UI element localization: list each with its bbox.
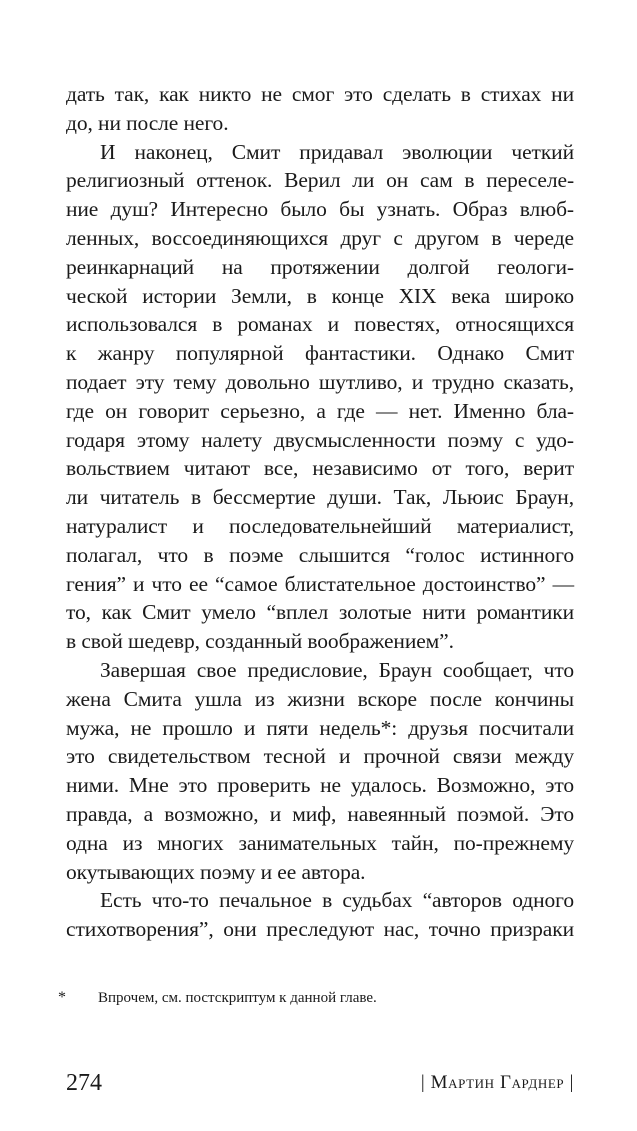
text-line: окутывающих поэму и ее автора. bbox=[66, 859, 366, 884]
text-line: И наконец, Смит придавал эволюции четкий bbox=[100, 139, 574, 164]
text-line: к жанру популярной фантастики. Однако Смит bbox=[66, 341, 574, 366]
text-line: Завершая свое предисловие, Браун сообщает, что bbox=[100, 657, 574, 682]
text-line: гения” и что ее “самое блистательное достоинство” — bbox=[66, 571, 574, 596]
text-line: реинкарнаций на протяжении долгой геологи- bbox=[66, 254, 574, 279]
text-line: в свой шедевр, созданный воображением”. bbox=[66, 629, 454, 654]
text-line: до, ни после него. bbox=[66, 110, 229, 135]
text-line: дать так, как никто не смог это сделать в стихах ни bbox=[66, 82, 574, 106]
text-line: ние душ? Интересно было бы узнать. Образ влюб- bbox=[66, 197, 574, 222]
text-line: то, как Смит умело “вплел золотые нити романтики bbox=[66, 600, 574, 625]
text-line: ними. Мне это проверить не удалось. Возможно, это bbox=[66, 773, 574, 798]
text-line: натуралист и последовательнейший материалист, bbox=[66, 513, 574, 538]
page-footer bbox=[66, 1068, 574, 1098]
footnote-mark: * bbox=[58, 989, 66, 1006]
text-line: правда, а возможно, и миф, навеянный поэмой. Это bbox=[66, 801, 574, 826]
text-line: вольствием читают все, независимо от того, верит bbox=[66, 456, 574, 481]
text-line: мужа, не прошло и пяти недель*: друзья посчитали bbox=[66, 715, 574, 740]
text-line: религиозный оттенок. Верил ли он сам в переселе- bbox=[66, 168, 574, 193]
body-text bbox=[66, 80, 574, 944]
footnote-text: Впрочем, см. постскриптум к данной главе. bbox=[98, 990, 377, 1006]
text-line: жена Смита ушла из жизни вскоре после кончины bbox=[66, 686, 574, 711]
text-line: одна из многих занимательных тайн, по-прежнему bbox=[66, 830, 574, 855]
text-line: Есть что-то печальное в судьбах “авторов одного bbox=[100, 888, 574, 913]
text-line: полагал, что в поэме слышится “голос истинного bbox=[66, 542, 574, 567]
text-line: стихотворения”, они преследуют нас, точно призраки bbox=[66, 917, 574, 942]
running-head: | Мартин Гарднер | bbox=[420, 1072, 574, 1093]
footnote bbox=[58, 988, 578, 1008]
text-line: годаря этому налету двусмысленности поэму с удо- bbox=[66, 427, 574, 452]
text-line: подает эту тему довольно шутливо, и трудно сказать, bbox=[66, 369, 574, 394]
text-line: ленных, воссоединяющихся друг с другом в череде bbox=[66, 225, 574, 250]
page-number: 274 bbox=[66, 1070, 102, 1096]
text-line: ческой истории Земли, в конце XIX века широко bbox=[66, 283, 574, 308]
text-line: использовался в романах и повестях, относящихся bbox=[66, 312, 574, 337]
text-line: где он говорит серьезно, а где — нет. Именно бла- bbox=[66, 398, 574, 423]
text-line: это свидетельством тесной и прочной связи между bbox=[66, 744, 574, 769]
text-line: ли читатель в бессмертие души. Так, Льюис Браун, bbox=[66, 485, 574, 510]
